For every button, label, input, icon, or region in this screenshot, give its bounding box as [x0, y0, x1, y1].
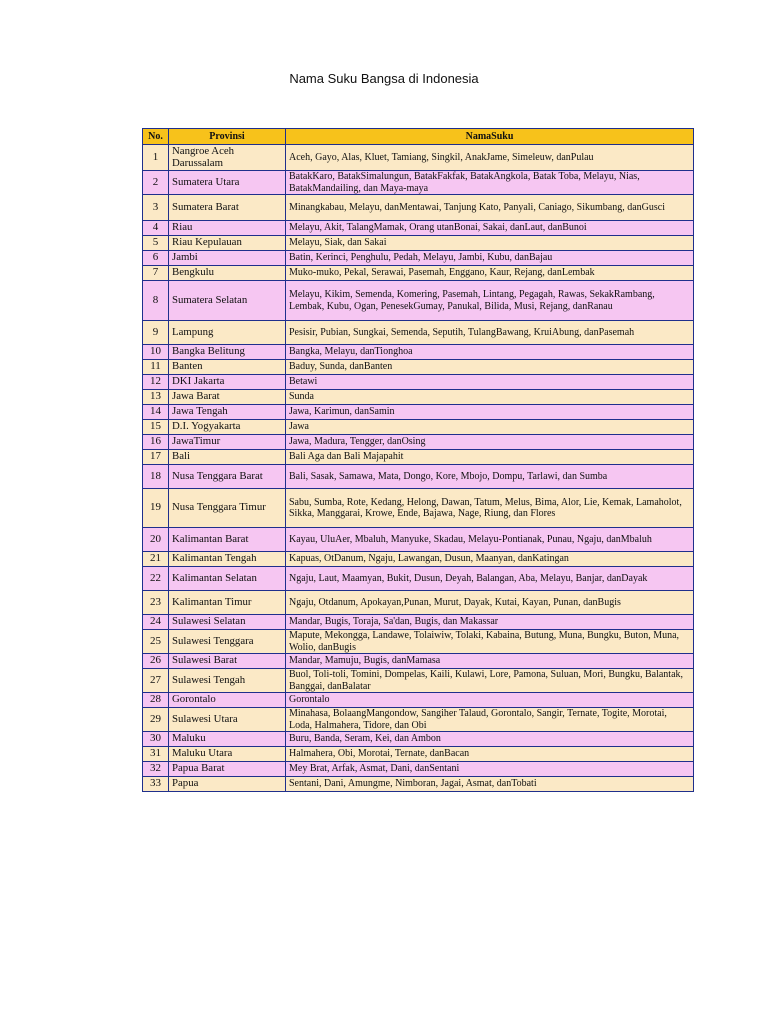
header-provinsi: Provinsi [169, 129, 286, 145]
row-number-cell: 13 [143, 390, 169, 405]
ethnic-groups-cell: Buol, Toli-toli, Tomini, Dompelas, Kaili, Kulawi, Lore, Pamona, Suluan, Mori, Bungku, Balantak, Banggai, danBalatar [286, 669, 694, 693]
row-number-cell: 19 [143, 489, 169, 528]
row-number-cell: 30 [143, 732, 169, 747]
table-row [143, 732, 694, 747]
table-row [143, 777, 694, 792]
ethnic-groups-table [142, 128, 694, 792]
ethnic-groups-cell: Muko-muko, Pekal, Serawai, Pasemah, Enggano, Kaur, Rejang, danLembak [286, 266, 694, 281]
row-number-cell: 33 [143, 777, 169, 792]
row-number-cell: 8 [143, 281, 169, 321]
header-no: No. [143, 129, 169, 145]
row-number-cell: 6 [143, 251, 169, 266]
table-row [143, 489, 694, 528]
table-row [143, 266, 694, 281]
table-row [143, 435, 694, 450]
row-number-cell: 24 [143, 615, 169, 630]
province-cell: Nangroe Aceh Darussalam [169, 145, 286, 171]
table-row [143, 251, 694, 266]
province-cell: Kalimantan Selatan [169, 567, 286, 591]
province-cell: Sumatera Utara [169, 171, 286, 195]
province-cell: Nusa Tenggara Timur [169, 489, 286, 528]
province-cell: Sulawesi Selatan [169, 615, 286, 630]
row-number-cell: 16 [143, 435, 169, 450]
row-number-cell: 11 [143, 360, 169, 375]
province-cell: Maluku [169, 732, 286, 747]
table-row [143, 747, 694, 762]
province-cell: Lampung [169, 321, 286, 345]
row-number-cell: 4 [143, 221, 169, 236]
header-nama-suku: NamaSuku [286, 129, 694, 145]
province-cell: Riau [169, 221, 286, 236]
ethnic-groups-cell: Melayu, Kikim, Semenda, Komering, Pasemah, Lintang, Pegagah, Rawas, SekakRambang, Lembak, Kubu, Ogan, PenesekGumay, Panukal, Bilida, Musi, Rejang, danRanau [286, 281, 694, 321]
province-cell: Sulawesi Tenggara [169, 630, 286, 654]
row-number-cell: 29 [143, 708, 169, 732]
province-cell: Banten [169, 360, 286, 375]
ethnic-groups-cell: Jawa [286, 420, 694, 435]
province-cell: Papua [169, 777, 286, 792]
ethnic-groups-cell: Halmahera, Obi, Morotai, Ternate, danBacan [286, 747, 694, 762]
ethnic-groups-cell: Buru, Banda, Seram, Kei, dan Ambon [286, 732, 694, 747]
ethnic-groups-cell: Bangka, Melayu, danTionghoa [286, 345, 694, 360]
ethnic-groups-cell: Mandar, Mamuju, Bugis, danMamasa [286, 654, 694, 669]
table-row [143, 528, 694, 552]
province-cell: Nusa Tenggara Barat [169, 465, 286, 489]
province-cell: Bengkulu [169, 266, 286, 281]
row-number-cell: 9 [143, 321, 169, 345]
ethnic-groups-cell: Mapute, Mekongga, Landawe, Tolaiwiw, Tolaki, Kabaina, Butung, Muna, Bungku, Buton, Muna, Wolio, danBugis [286, 630, 694, 654]
ethnic-groups-cell: Gorontalo [286, 693, 694, 708]
document-title: Nama Suku Bangsa di Indonesia [289, 71, 479, 86]
ethnic-groups-cell: Baduy, Sunda, danBanten [286, 360, 694, 375]
row-number-cell: 26 [143, 654, 169, 669]
ethnic-groups-cell: Jawa, Madura, Tengger, danOsing [286, 435, 694, 450]
row-number-cell: 14 [143, 405, 169, 420]
table-row [143, 405, 694, 420]
ethnic-groups-cell: Minangkabau, Melayu, danMentawai, Tanjung Kato, Panyali, Caniago, Sikumbang, danGusci [286, 195, 694, 221]
table-row [143, 145, 694, 171]
table-row [143, 321, 694, 345]
row-number-cell: 5 [143, 236, 169, 251]
ethnic-groups-cell: Melayu, Akit, TalangMamak, Orang utanBonai, Sakai, danLaut, danBunoi [286, 221, 694, 236]
row-number-cell: 27 [143, 669, 169, 693]
table-row [143, 693, 694, 708]
table-body [143, 145, 694, 792]
row-number-cell: 20 [143, 528, 169, 552]
row-number-cell: 7 [143, 266, 169, 281]
ethnic-groups-cell: Mandar, Bugis, Toraja, Sa'dan, Bugis, dan Makassar [286, 615, 694, 630]
ethnic-groups-cell: Sunda [286, 390, 694, 405]
province-cell: Bangka Belitung [169, 345, 286, 360]
province-cell: JawaTimur [169, 435, 286, 450]
province-cell: Kalimantan Timur [169, 591, 286, 615]
province-cell: DKI Jakarta [169, 375, 286, 390]
province-cell: Sumatera Selatan [169, 281, 286, 321]
table-row [143, 450, 694, 465]
province-cell: Sumatera Barat [169, 195, 286, 221]
ethnic-groups-cell: Betawi [286, 375, 694, 390]
table-row [143, 591, 694, 615]
province-cell: Jambi [169, 251, 286, 266]
table-row [143, 375, 694, 390]
ethnic-groups-cell: Bali, Sasak, Samawa, Mata, Dongo, Kore, Mbojo, Dompu, Tarlawi, dan Sumba [286, 465, 694, 489]
table-row [143, 236, 694, 251]
ethnic-groups-cell: Sabu, Sumba, Rote, Kedang, Helong, Dawan, Tatum, Melus, Bima, Alor, Lie, Kemak, Lamaholot, Sikka, Manggarai, Krowe, Ende, Bajawa, Nage, Riung, dan Flores [286, 489, 694, 528]
table-row [143, 360, 694, 375]
row-number-cell: 18 [143, 465, 169, 489]
table-row [143, 171, 694, 195]
province-cell: Sulawesi Tengah [169, 669, 286, 693]
ethnic-groups-cell: Melayu, Siak, dan Sakai [286, 236, 694, 251]
table-row [143, 420, 694, 435]
ethnic-groups-cell: Ngaju, Otdanum, Apokayan,Punan, Murut, Dayak, Kutai, Kayan, Punan, danBugis [286, 591, 694, 615]
row-number-cell: 21 [143, 552, 169, 567]
province-cell: Kalimantan Barat [169, 528, 286, 552]
table-row [143, 669, 694, 693]
row-number-cell: 10 [143, 345, 169, 360]
province-cell: Sulawesi Barat [169, 654, 286, 669]
ethnic-groups-cell: Batin, Kerinci, Penghulu, Pedah, Melayu, Jambi, Kubu, danBajau [286, 251, 694, 266]
row-number-cell: 22 [143, 567, 169, 591]
ethnic-groups-cell: Sentani, Dani, Amungme, Nimboran, Jagai, Asmat, danTobati [286, 777, 694, 792]
table-row [143, 654, 694, 669]
row-number-cell: 15 [143, 420, 169, 435]
table-row [143, 221, 694, 236]
table-row [143, 465, 694, 489]
table-row [143, 390, 694, 405]
province-cell: Kalimantan Tengah [169, 552, 286, 567]
row-number-cell: 23 [143, 591, 169, 615]
table-row [143, 708, 694, 732]
province-cell: D.I. Yogyakarta [169, 420, 286, 435]
province-cell: Gorontalo [169, 693, 286, 708]
province-cell: Maluku Utara [169, 747, 286, 762]
province-cell: Jawa Tengah [169, 405, 286, 420]
table-row [143, 630, 694, 654]
ethnic-groups-cell: Minahasa, BolaangMangondow, Sangiher Talaud, Gorontalo, Sangir, Ternate, Togite, Morotai, Loda, Halmahera, Tidore, dan Obi [286, 708, 694, 732]
table-header-row [143, 129, 694, 145]
table-row [143, 281, 694, 321]
ethnic-groups-cell: Mey Brat, Arfak, Asmat, Dani, danSentani [286, 762, 694, 777]
table-row [143, 195, 694, 221]
table-row [143, 762, 694, 777]
ethnic-groups-cell: Ngaju, Laut, Maamyan, Bukit, Dusun, Deyah, Balangan, Aba, Melayu, Banjar, danDayak [286, 567, 694, 591]
ethnic-groups-cell: Bali Aga dan Bali Majapahit [286, 450, 694, 465]
table-row [143, 345, 694, 360]
ethnic-groups-cell: Aceh, Gayo, Alas, Kluet, Tamiang, Singkil, AnakJame, Simeleuw, danPulau [286, 145, 694, 171]
ethnic-groups-cell: Pesisir, Pubian, Sungkai, Semenda, Seputih, TulangBawang, KruiAbung, danPasemah [286, 321, 694, 345]
row-number-cell: 17 [143, 450, 169, 465]
ethnic-groups-cell: Kayau, UluAer, Mbaluh, Manyuke, Skadau, Melayu-Pontianak, Punau, Ngaju, danMbaluh [286, 528, 694, 552]
row-number-cell: 31 [143, 747, 169, 762]
row-number-cell: 25 [143, 630, 169, 654]
province-cell: Jawa Barat [169, 390, 286, 405]
table-row [143, 567, 694, 591]
ethnic-groups-cell: Kapuas, OtDanum, Ngaju, Lawangan, Dusun, Maanyan, danKatingan [286, 552, 694, 567]
province-cell: Bali [169, 450, 286, 465]
row-number-cell: 32 [143, 762, 169, 777]
row-number-cell: 2 [143, 171, 169, 195]
province-cell: Papua Barat [169, 762, 286, 777]
province-cell: Riau Kepulauan [169, 236, 286, 251]
table-row [143, 552, 694, 567]
row-number-cell: 1 [143, 145, 169, 171]
ethnic-groups-cell: BatakKaro, BatakSimalungun, BatakFakfak, BatakAngkola, Batak Toba, Melayu, Nias, BatakMandailing, dan Maya-maya [286, 171, 694, 195]
table-row [143, 615, 694, 630]
ethnic-groups-cell: Jawa, Karimun, danSamin [286, 405, 694, 420]
province-cell: Sulawesi Utara [169, 708, 286, 732]
row-number-cell: 28 [143, 693, 169, 708]
row-number-cell: 3 [143, 195, 169, 221]
row-number-cell: 12 [143, 375, 169, 390]
